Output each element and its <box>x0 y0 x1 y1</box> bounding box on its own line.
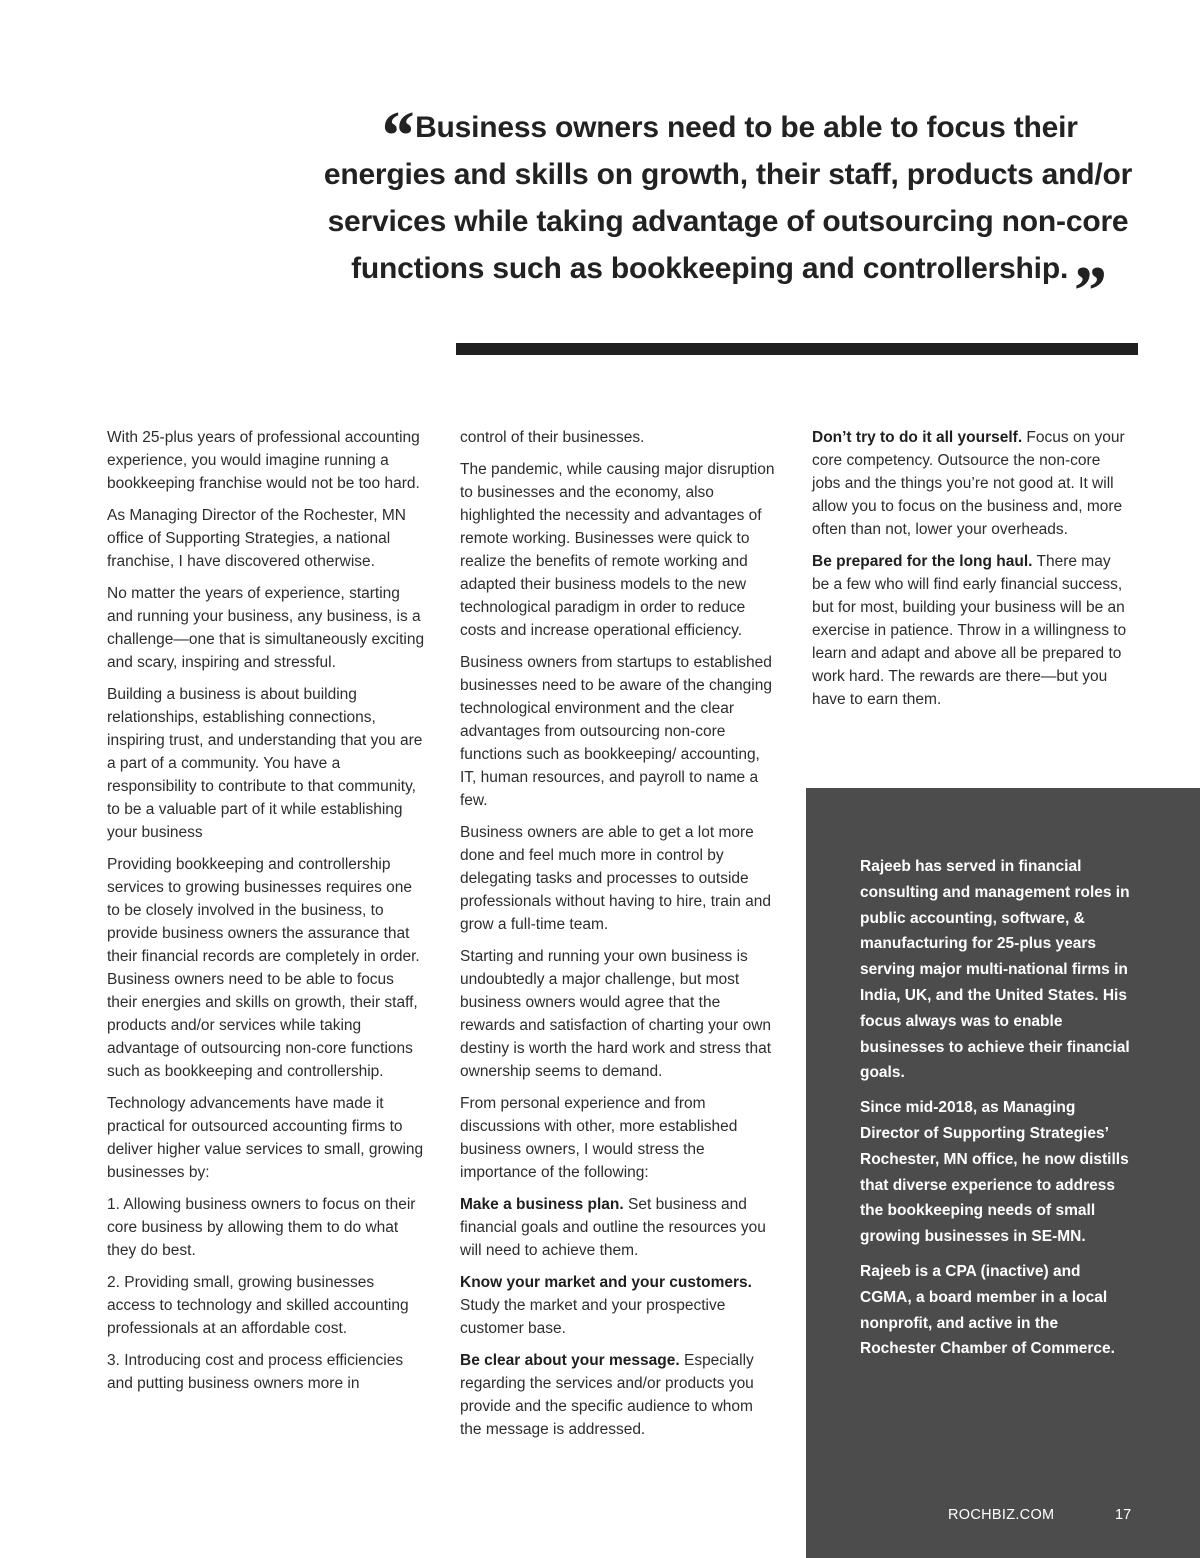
tip-body: Focus on your core competency. Outsource the non-core jobs and the things you’re not good at. It will allow you to focus on the business and, more often than not, lower your overheads. <box>812 429 1125 538</box>
close-quote-mark: ” <box>1070 253 1105 330</box>
tip-body: Set business and financial goals and outline the resources you will need to achieve them. <box>460 1196 766 1259</box>
tip-heading: Be clear about your message. <box>460 1352 680 1369</box>
paragraph: The pandemic, while causing major disruption to businesses and the economy, also highlighted the necessity and advantages of remote working. Businesses were quick to realize the benefits of remote working and adapted their business models to the new technological paradigm in order to reduce costs and increase operational efficiency. <box>460 461 775 639</box>
open-quote-mark: “ <box>378 98 414 175</box>
tip-paragraph <box>812 550 1132 711</box>
pull-quote <box>318 98 1138 330</box>
paragraph: Providing bookkeeping and controllership services to growing businesses requires one to be closely involved in the business, to provide business owners the assurance that their financial records are completely in order. Business owners need to be able to focus their energies and skills on growth, their staff, products and/or services while taking advantage of outsourcing non-core functions such as bookkeeping and controllership. <box>107 856 420 1080</box>
tip-paragraph <box>460 1193 778 1262</box>
article-column-3 <box>812 426 1132 720</box>
paragraph: control of their businesses. <box>460 429 645 446</box>
paragraph: Business owners from startups to established businesses need to be aware of the changing technological environment and the clear advantages from outsourcing non-core functions such as bookkeeping/ accounting, IT, human resources, and payroll to name a few. <box>460 654 772 809</box>
paragraph: From personal experience and from discussions with other, more established business owners, I would stress the importance of the following: <box>460 1095 738 1181</box>
bio-paragraph: Rajeeb is a CPA (inactive) and CGMA, a board member in a local nonprofit, and active in the Rochester Chamber of Commerce. <box>860 1262 1115 1358</box>
pull-quote-text: Business owners need to be able to focus their energies and skills on growth, their staff, products and/or services while taking advantage of outsourcing non-core functions such as bookkeeping and controllership. <box>323 111 1133 285</box>
paragraph: Starting and running your own business is undoubtedly a major challenge, but most business owners would agree that the rewards and satisfaction of charting your own destiny is worth the hard work and stress that ownership seems to demand. <box>460 948 772 1080</box>
paragraph: Technology advancements have made it practical for outsourced accounting firms to deliver higher value services to small, growing businesses by: <box>107 1095 424 1181</box>
paragraph: As Managing Director of the Rochester, MN office of Supporting Strategies, a national franchise, I have discovered otherwise. <box>107 507 406 570</box>
paragraph: Building a business is about building relationships, establishing connections, inspiring trust, and understanding that you are a part of a community. You have a responsibility to contribute to that community, to be a valuable part of it while establishing your business <box>107 686 423 841</box>
tip-body: There may be a few who will find early financial success, but for most, building your business will be an exercise in patience. Throw in a willingness to learn and adapt and above all be prepared to work hard. The rewards are there—but you have to earn them. <box>812 553 1127 708</box>
author-bio-box <box>806 788 1200 1558</box>
bio-paragraph: Since mid-2018, as Managing Director of Supporting Strategies’ Rochester, MN office, he now distills that diverse experience to address the bookkeeping needs of small growing businesses in SE-MN. <box>860 1099 1129 1246</box>
tip-body: Study the market and your prospective customer base. <box>460 1297 726 1337</box>
paragraph: No matter the years of experience, starting and running your business, any business, is a challenge—one that is simultaneously exciting and scary, inspiring and stressful. <box>107 585 425 671</box>
footer-website: ROCHBIZ.COM <box>948 1507 1055 1523</box>
article-column-1 <box>107 426 425 1404</box>
tip-heading: Be prepared for the long haul. <box>812 553 1033 570</box>
tip-paragraph <box>460 1271 778 1340</box>
list-item: 2. Providing small, growing businesses access to technology and skilled accounting professionals at an affordable cost. <box>107 1274 409 1337</box>
tip-paragraph <box>460 1349 778 1441</box>
list-item: 1. Allowing business owners to focus on their core business by allowing them to do what they do best. <box>107 1196 416 1259</box>
article-column-2 <box>460 426 778 1450</box>
paragraph: With 25-plus years of professional accounting experience, you would imagine running a bookkeeping franchise would not be too hard. <box>107 429 420 492</box>
tip-paragraph <box>812 426 1132 541</box>
paragraph: Business owners are able to get a lot more done and feel much more in control by delegating tasks and processes to outside professionals without having to hire, train and grow a full-time team. <box>460 824 772 933</box>
list-item: 3. Introducing cost and process efficiencies and putting business owners more in <box>107 1352 404 1392</box>
tip-heading: Don’t try to do it all yourself. <box>812 429 1023 446</box>
author-bio-text <box>860 854 1130 1371</box>
tip-heading: Know your market and your customers. <box>460 1274 752 1291</box>
tip-heading: Make a business plan. <box>460 1196 624 1213</box>
page-number: 17 <box>1115 1507 1132 1523</box>
bio-paragraph: Rajeeb has served in financial consulting and management roles in public accounting, software, & manufacturing for 25-plus years serving major multi-national firms in India, UK, and the United States. His focus always was to enable businesses to achieve their financial goals. <box>860 858 1130 1082</box>
pull-quote-divider <box>456 343 1138 355</box>
tip-body: Especially regarding the services and/or products you provide and the specific audience to whom the message is addressed. <box>460 1352 754 1438</box>
